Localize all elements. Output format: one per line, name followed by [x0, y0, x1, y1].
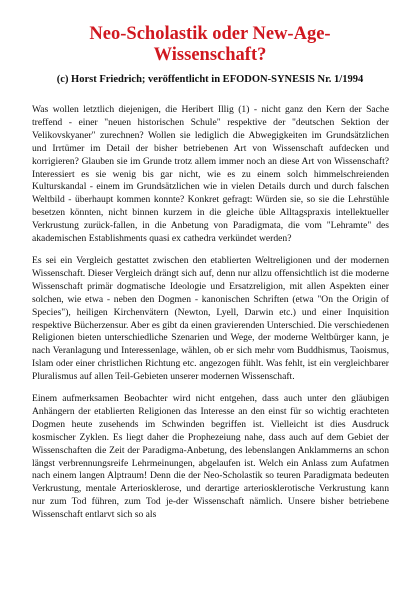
byline: (c) Horst Friedrich; veröffentlicht in EFODON-SYNESIS Nr. 1/1994	[56, 74, 364, 85]
page-title: Neo-Scholastik oder New-Age-Wissenschaft?	[89, 24, 331, 65]
body-paragraph: Es sei ein Vergleich gestattet zwischen den etablierten Weltreligionen und der modernen Wissenschaft. Dieser Vergleich drängt sich auf, denn nur allzu offensichtlich ist die moderne Wissenschaft primär dogmatische Ideologie und Ersatzreligion, mit allen Aspekten einer solchen, wie etwa - neben den Dogmen - kanonischen Schriften (etwa "On the Origin of Species"), heiligen Kirchenvätern (Newton, Lyell, Darwin etc.) und einer Inquisition respektive Bücherzensur. Aber es gibt da einen gravierenden Unterschied. Die verschiedenen Religionen bieten unterschiedliche Szenarien und Wege, der moderne Weltbürger kann, je nach Veranlagung und Interessenlage, wählen, ob er sich mehr vom Buddhismus, Taoismus, Islam oder einer christlichen Richtung etc. angezogen fühlt. Was fehlt, ist ein vergleichbarer Pluralismus auf allen Teil-Gebieten unserer modernen Wissenschaft.	[32, 254, 389, 383]
body-paragraph: Was wollen letztlich diejenigen, die Heribert Illig (1) - nicht ganz den Kern der Sache treffend - einer "neuen historischen Schule" respektive der "deutschen Sektion der Velikovskyaner" zurechnen? Wollen sie lediglich die Abwegigkeiten im Grundsätzlichen und Irrtümer im Detail der bisher betriebenen Art von Wissenschaft aufdecken und korrigieren? Glauben sie im Grunde trotz allem immer noch an diese Art von Wissenschaft? Interessiert es sie wenig bis gar nicht, wie es zu einem solch himmelschreienden Kulturskandal - einem im Grundsätzlichen wie in vielen Details durch und durch falschen Weltbild - überhaupt kommen konnte? Konkret gefragt: Würden sie, so sie die Lehrstühle besetzen könnten, nicht binnen kurzem in die gleiche üble Alltagspraxis intellektueller Verkrustung zurück-fallen, in die Anbetung von Paradigmata, die vom "Lehramte" des akademischen Establishments quasi ex cathedra verkündet werden?	[32, 104, 389, 245]
body-paragraph: Einem aufmerksamen Beobachter wird nicht entgehen, dass auch unter den gläubigen Anhängern der etablierten Religionen das Interesse an den einst für so wichtig erachteten Dogmen heute zusehends im Schwinden begriffen ist. Vielleicht ist dies Ausdruck kosmischer Zyklen. Es liegt daher die Prophezeiung nahe, dass auch auf dem Gebiet der Wissenschaften die Zeit der Paradigma-Anbetung, des lebenslangen Anklammerns an schon längst verbrennungsreife Lehrmeinungen, abgelaufen ist. Welch ein Anlass zum Aufatmen nach einem langen Alptraum! Denn die der Neo-Scholastik so teuren Paradigmata bedeuten Verkrustung, mentale Arteriosklerose, und derartige arteriosklerotische Verkrustung kann nur zum Tod führen, zum Tod je-der Wissenschaft nämlich. Unsere bisher betriebene Wissenschaft entlarvt sich so als	[32, 393, 389, 521]
article-body	[32, 104, 389, 531]
